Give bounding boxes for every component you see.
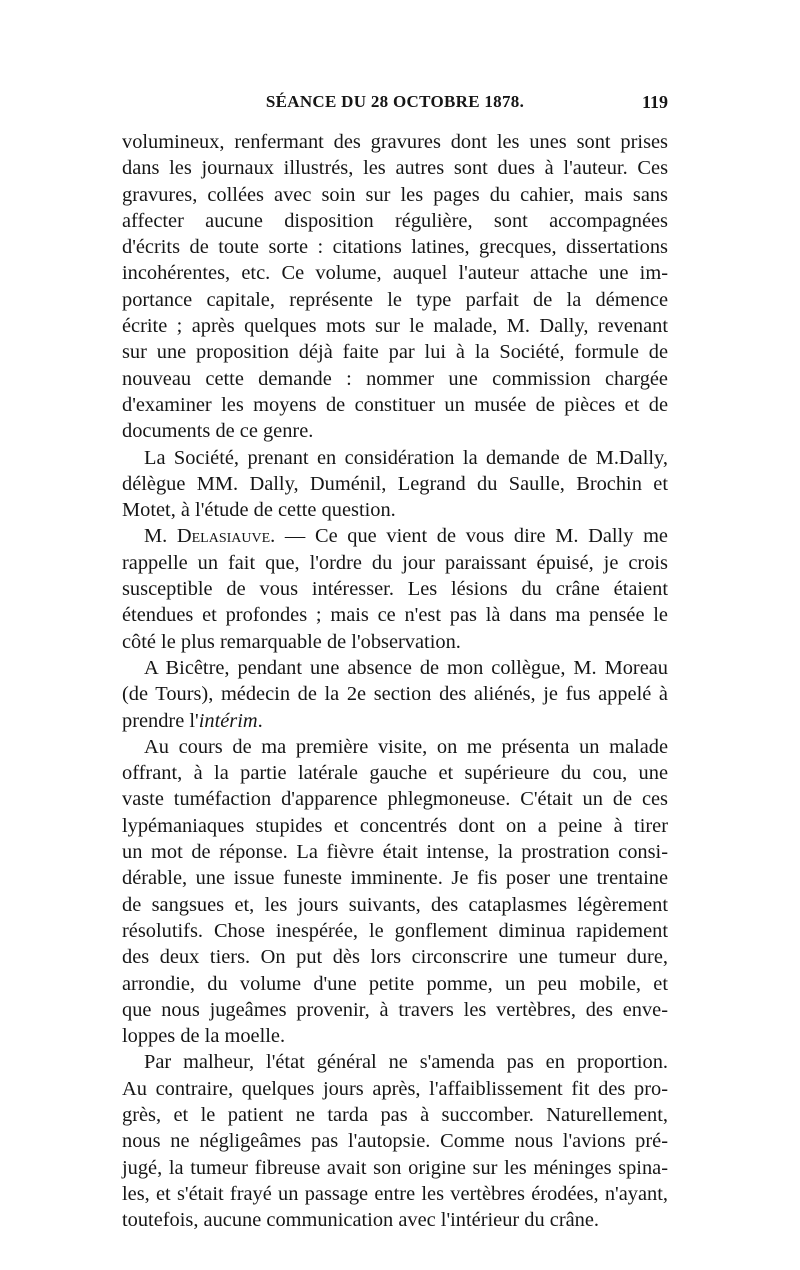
text-line: Au cours de ma première visite, on me présenta un malade (144, 735, 668, 758)
text-line: jugé, la tumeur fibreuse avait son origine sur les méninges spina- (122, 1156, 668, 1179)
text-line: susceptible de vous intéresser. Les lésions du crâne étaient (122, 578, 668, 601)
text-line: de sangsues et, les jours suivants, des cataplasmes légèrement (122, 893, 668, 916)
text-line: lypémaniaques stupides et concentrés dont on a peine à tirer (122, 814, 668, 837)
text-line: Motet, à l'étude de cette question. (122, 499, 396, 522)
text-line: documents de ce genre. (122, 420, 314, 443)
text-line: portance capitale, représente le type parfait de la démence (122, 288, 668, 311)
text-line: sur une proposition déjà faite par lui à la Société, formule de (122, 341, 668, 364)
paragraph (122, 129, 668, 445)
text-line: toutefois, aucune communication avec l'intérieur du crâne. (122, 1209, 599, 1232)
text-line: grès, et le patient ne tarda pas à succomber. Naturellement, (122, 1103, 668, 1126)
text-line: A Bicêtre, pendant une absence de mon collègue, M. Moreau (144, 656, 668, 679)
text-line: dans les journaux illustrés, les autres sont dues à l'auteur. Ces (122, 157, 668, 180)
text-line: volumineux, renfermant des gravures dont les unes sont prises (122, 131, 668, 153)
paragraph (122, 734, 668, 1050)
text-line: M. Delasiauve. — Ce que vient de vous dire M. Dally me (144, 525, 668, 548)
text-line: gravures, collées avec soin sur les pages du cahier, mais sans (122, 183, 668, 206)
text-line: Par malheur, l'état général ne s'amenda pas en proportion. (144, 1051, 668, 1074)
paragraph (122, 445, 668, 524)
text-line: (de Tours), médecin de la 2e section des aliénés, je fus appelé à (122, 683, 668, 706)
text-line: d'examiner les moyens de constituer un musée de pièces et de (122, 393, 668, 416)
text-line: les, et s'était frayé un passage entre les vertèbres érodées, n'ayant, (122, 1182, 668, 1205)
text-line: dérable, une issue funeste imminente. Je fis poser une trentaine (122, 867, 668, 890)
paragraph (122, 523, 668, 654)
body-text (122, 129, 668, 1233)
text-line: loppes de la moelle. (122, 1025, 286, 1048)
text-line: un mot de réponse. La fièvre était intense, la prostration consi- (122, 841, 668, 864)
text-line: vaste tuméfaction d'apparence phlegmoneuse. C'était un de ces (122, 788, 668, 811)
italic-word: intérim (198, 709, 258, 732)
text-line: étendues et profondes ; mais ce n'est pas là dans ma pensée le (122, 604, 668, 627)
text-line: côté le plus remarquable de l'observation. (122, 630, 461, 653)
running-title: SÉANCE DU 28 OCTOBRE 1878. (265, 92, 525, 111)
text-line: résolutifs. Chose inespérée, le gonflement diminua rapidement (122, 919, 668, 942)
text-line: des deux tiers. On put dès lors circonscrire une tumeur dure, (122, 946, 668, 969)
text-line: Au contraire, quelques jours après, l'affaiblissement fit des pro- (122, 1077, 668, 1100)
speaker-name: M. Delasiauve. (144, 525, 276, 548)
text-line: incohérentes, etc. Ce volume, auquel l'auteur attache une im- (122, 262, 668, 285)
text-line: arrondie, du volume d'une petite pomme, un peu mobile, et (122, 972, 668, 995)
text-line: offrant, à la partie latérale gauche et supérieure du cou, une (122, 762, 668, 785)
paragraph (122, 655, 668, 734)
text-line: que nous jugeâmes provenir, à travers les vertèbres, des enve- (122, 998, 668, 1021)
text-line: rappelle un fait que, l'ordre du jour paraissant épuisé, je crois (122, 551, 668, 574)
text-line: affecter aucune disposition régulière, sont accompagnées (122, 209, 668, 232)
text-line: prendre l'intérim. (122, 709, 263, 732)
text-line: délègue MM. Dally, Duménil, Legrand du Saulle, Brochin et (122, 472, 668, 495)
text-line: d'écrits de toute sorte : citations latines, grecques, dissertations (122, 236, 668, 259)
page-number: 119 (641, 92, 668, 112)
text-line: La Société, prenant en considération la demande de M.Dally, (144, 446, 668, 469)
running-header (122, 92, 668, 116)
text-line: écrite ; après quelques mots sur le malade, M. Dally, revenant (122, 315, 668, 338)
paragraph (122, 1049, 668, 1233)
text-line: nous ne négligeâmes pas l'autopsie. Comme nous l'avions pré- (122, 1130, 668, 1153)
text-line: nouveau cette demande : nommer une commission chargée (122, 367, 668, 390)
